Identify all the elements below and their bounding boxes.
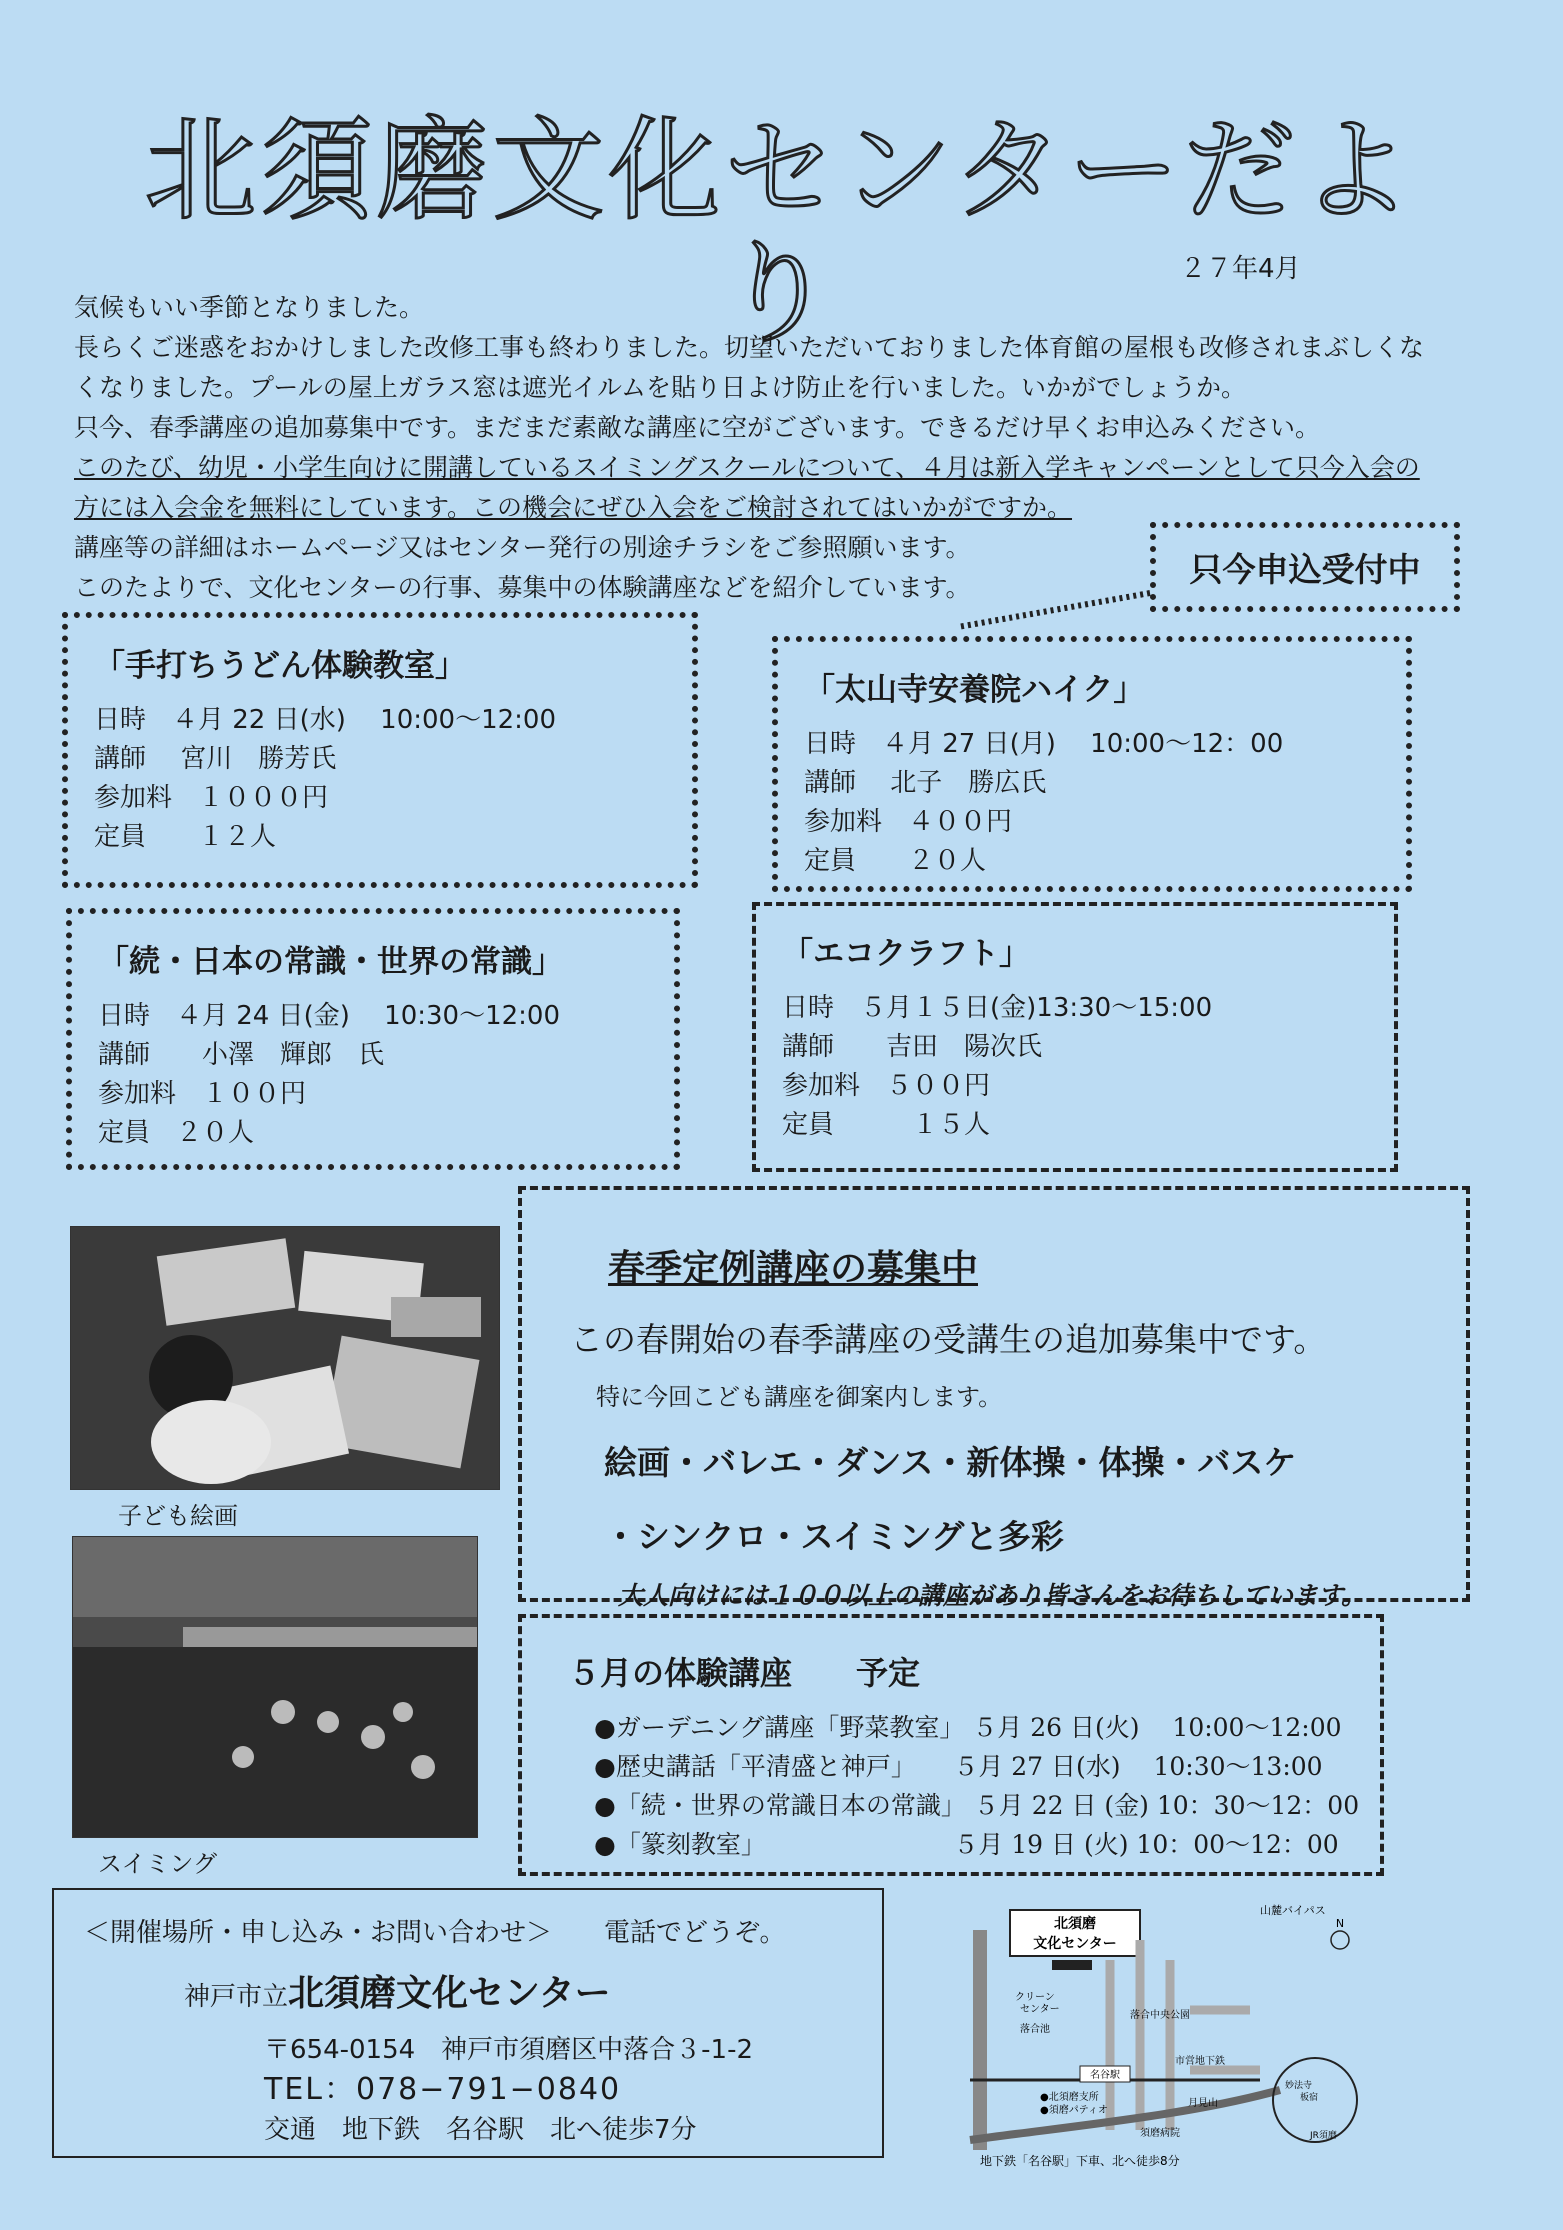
map-label: 須磨病院 [1140,2128,1180,2139]
event-instructor: 講師 北子 勝広氏 [804,768,1047,798]
spring-heading: 春季定例講座の募集中 [608,1247,978,1290]
event-datetime: 日時 ４月 24 日(金) 10:30～12:00 [98,1001,561,1031]
access-map [960,1900,1390,2170]
event-instructor: 講師 小澤 輝郎 氏 [98,1040,385,1070]
event-capacity: 定員 １２人 [94,822,277,852]
map-caption: 地下鉄「名谷駅」下車、北へ徒歩8分 [980,2154,1180,2168]
photo-caption: スイミング [98,1850,218,1878]
org-prefix: 神戸市立 [184,1982,289,2012]
spring-adult-note: 大人向けには１００以上の講座があり皆さんをお待ちしています。 [618,1581,1367,1610]
spring-lead: この春開始の春季講座の受講生の追加募集中です。 [570,1320,1327,1359]
event-datetime: 日時 ４月 27 日(月) 10:00～12：00 [804,729,1284,759]
intro-line: 只今、春季講座の追加募集中です。まだまだ素敵な講座に空がございます。できるだけ早くお申込みください。 [74,413,1321,442]
may-item: ●「続・世界の常識日本の常識」 ５月 22 日 (金) 10：30～12：00 [594,1791,1360,1820]
event-title: 「続・日本の常識・世界の常識」 [98,944,563,980]
map-road-label: 山麓バイパス [1260,1904,1326,1917]
access-info: 交通 地下鉄 名谷駅 北へ徒歩7分 [264,2115,697,2145]
map-north-label: N [1335,1917,1345,1930]
swimming-photo [72,1536,478,1838]
event-capacity: 定員 ２０人 [804,846,987,876]
event-instructor: 講師 宮川 勝芳氏 [94,744,337,774]
event-box-hike [772,636,1412,892]
accepting-badge: 只今申込受付中 [1150,522,1460,612]
event-capacity: 定員 １５人 [782,1110,991,1140]
spring-courses-box [518,1186,1470,1610]
bubble-pointer [950,585,1170,635]
may-item: ●ガーデニング講座「野菜教室」 ５月 26 日(火) 10:00～12:00 [594,1713,1342,1742]
event-box-eco-craft [752,902,1398,1172]
children-painting-photo [70,1226,500,1490]
spring-kids-line: 絵画・バレエ・ダンス・新体操・体操・バスケ [604,1443,1297,1482]
event-title: 「太山寺安養院ハイク」 [804,672,1145,708]
photo-caption: 子ども絵画 [118,1502,238,1530]
map-station-label: 名谷駅 [1090,2070,1120,2081]
event-instructor: 講師 吉田 陽次氏 [782,1032,1043,1062]
event-fee: 参加料 ５００円 [782,1071,991,1101]
map-label: 妙法寺 [1285,2081,1313,2091]
event-title: 「エコクラフト」 [782,936,1030,972]
event-datetime: 日時 ５月１５日(金)13:30～15:00 [782,993,1213,1023]
phone-number: TEL：078−791−0840 [264,2072,622,2107]
intro-line: くなりました。プールの屋上ガラス窓は遮光イルムを貼り日よけ防止を行いました。いかがでしょうか。 [74,373,1247,402]
spring-kids-courses [604,1426,1440,1574]
may-schedule-box [518,1614,1384,1876]
event-fee: 参加料 ４００円 [804,807,1013,837]
event-box-common-sense [66,908,680,1170]
intro-line: 方には入会金を無料にしています。この機会にぜひ入会をご検討されてはいかがですか。 [74,493,1073,522]
may-item: ●歴史講話「平清盛と神戸」 ５月 27 日(水) 10:30～13:00 [594,1752,1323,1781]
event-fee: 参加料 １０００円 [94,783,329,813]
issue-date: ２７年4月 [1180,254,1301,284]
address: 〒654-0154 神戸市須磨区中落合３-1-2 [264,2035,754,2065]
map-label: 板宿 [1300,2093,1319,2103]
center-location-marker [1052,1960,1092,1970]
intro-line: 気候もいい季節となりました。 [74,293,425,322]
page-title: 北須磨文化センターだより [144,106,1416,360]
org-main: 北須磨文化センター [288,1973,611,2014]
map-label: クリーン [1015,1992,1055,2003]
map-label: 落合中央公園 [1130,2010,1190,2021]
event-box-udon [62,612,698,888]
intro-line: 講座等の詳細はホームページ又はセンター発行の別途チラシをご参照願います。 [74,533,971,562]
event-capacity: 定員 ２０人 [98,1118,255,1148]
map-label: ●須磨パティオ [1040,2105,1108,2116]
map-label: センター [1020,2004,1060,2015]
spring-kids-line: ・シンクロ・スイミングと多彩 [604,1517,1064,1556]
compass-icon [1331,1931,1349,1949]
map-label: 落合池 [1020,2024,1050,2035]
event-fee: 参加料 １００円 [98,1079,307,1109]
intro-line: このたよりで、文化センターの行事、募集中の体験講座などを紹介しています。 [74,573,971,602]
may-item: ●「篆刻教室」 ５月 19 日 (火) 10：00～12：00 [594,1830,1339,1859]
map-label: 市営地下鉄 [1175,2056,1225,2067]
map-label: 月見山 [1188,2098,1218,2109]
map-label: ●北須磨支所 [1040,2092,1099,2103]
contact-heading: ＜開催場所・申し込み・お問い合わせ＞ 電話でどうぞ。 [84,1918,786,1948]
may-heading: ５月の体験講座 予定 [568,1654,921,1692]
map-title-line: 北須磨 [1054,1916,1096,1932]
intro-line: 長らくご迷惑をおかけしました改修工事も終わりました。切望いただいておりました体育館の屋根も改修されまぶしくな [74,333,1425,362]
organization-name [184,1965,852,2016]
event-title: 「手打ちうどん体験教室」 [94,648,466,684]
map-title-line: 文化センター [1033,1936,1117,1952]
contact-box [52,1888,884,2158]
event-datetime: 日時 ４月 22 日(水) 10:00～12:00 [94,705,557,735]
intro-line: このたび、幼児・小学生向けに開講しているスイミングスクールについて、４月は新入学キャンペーンとして只今入会の [74,453,1420,482]
map-label: JR須磨 [1310,2131,1337,2141]
spring-sub: 特に今回こども講座を御案内します。 [596,1383,1003,1411]
